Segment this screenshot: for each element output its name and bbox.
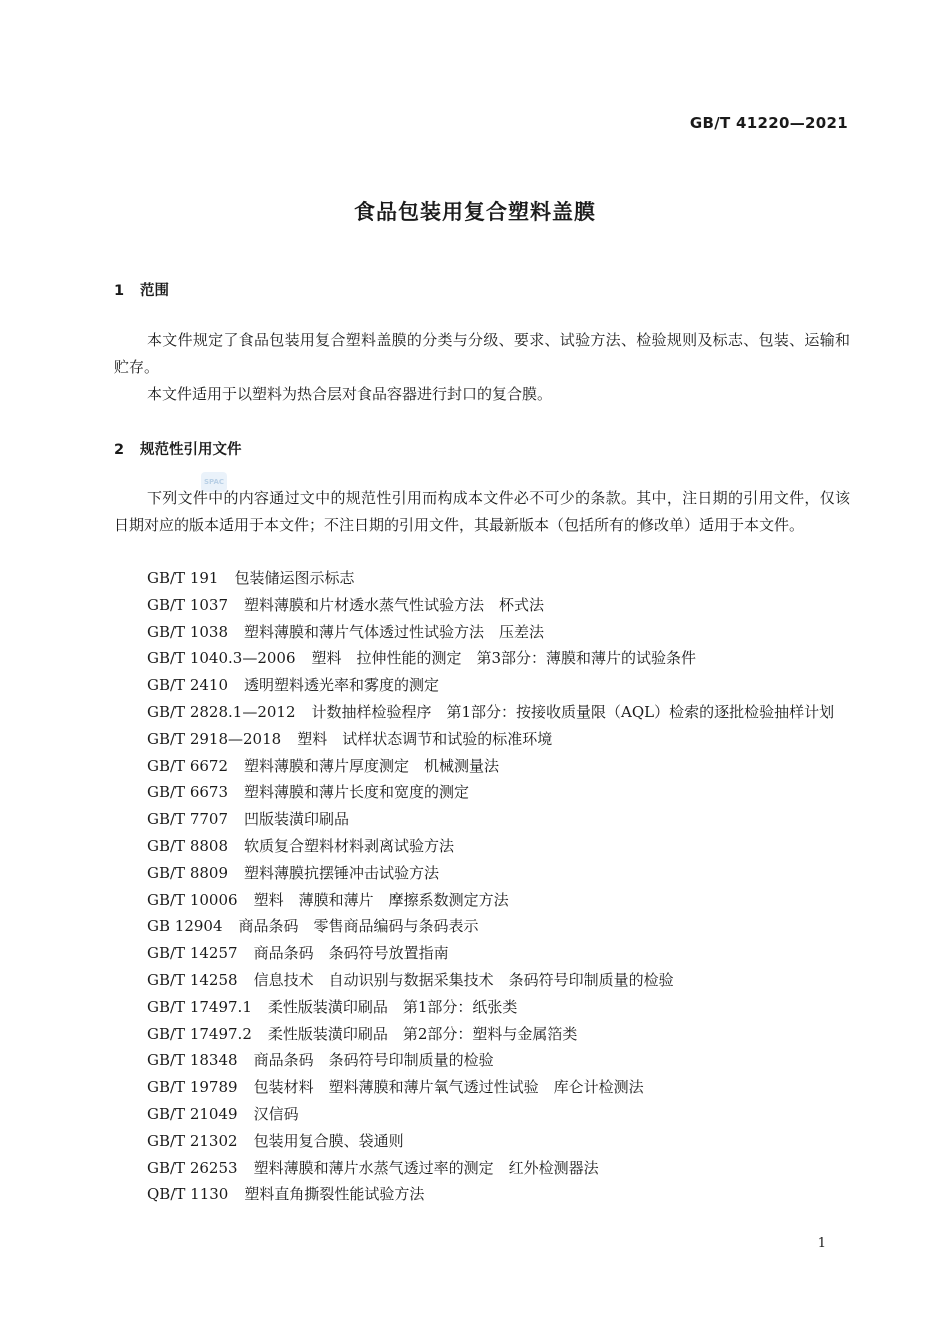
reference-code: GB/T 191: [147, 569, 219, 587]
watermark-logo: SPAC: [201, 472, 227, 492]
reference-item: [114, 940, 850, 967]
reference-title: 柔性版装潢印刷品 第2部分：塑料与金属箔类: [267, 1024, 578, 1043]
reference-code: GB/T 2918—2018: [147, 729, 282, 748]
reference-item: [114, 592, 850, 619]
reference-item: [114, 1181, 850, 1208]
reference-code: GB/T 7707: [147, 810, 229, 829]
reference-code: GB/T 14257: [147, 944, 238, 963]
section-heading-scope: [114, 279, 169, 300]
document-title: 食品包装用复合塑料盖膜: [354, 200, 596, 224]
reference-title: 包装材料 塑料薄膜和薄片氧气透过性试验 库仑计检测法: [253, 1078, 644, 1097]
reference-code: GB/T 21302: [147, 1131, 238, 1150]
reference-item: [114, 726, 850, 753]
reference-code: GB/T 10006: [147, 890, 238, 909]
reference-item: [114, 860, 850, 887]
standard-code: GB/T 41220—2021: [689, 114, 848, 132]
reference-item: [114, 619, 850, 646]
reference-item: [114, 967, 850, 994]
reference-title: 凹版装潢印刷品: [244, 810, 350, 829]
reference-code: QB/T 1130: [147, 1185, 229, 1204]
reference-code: GB/T 14258: [147, 970, 238, 989]
reference-title: 柔性版装潢印刷品 第1部分：纸张类: [267, 997, 518, 1016]
reference-title: 塑料薄膜和薄片长度和宽度的测定: [244, 783, 470, 802]
reference-code: GB/T 1040.3—2006: [147, 649, 296, 668]
reference-title: 塑料 拉伸性能的测定 第3部分：薄膜和薄片的试验条件: [311, 649, 697, 668]
reference-code: GB/T 21049: [147, 1104, 238, 1123]
reference-list: [114, 565, 850, 1208]
reference-item: [114, 779, 850, 806]
reference-code: GB/T 18348: [147, 1051, 238, 1070]
reference-item: [114, 672, 850, 699]
reference-code: GB/T 8809: [147, 863, 229, 882]
reference-code: GB/T 2828.1—2012: [147, 702, 296, 721]
reference-item: [114, 645, 850, 672]
reference-title: 塑料 试样状态调节和试验的标准环境: [297, 729, 553, 748]
reference-title: 塑料直角撕裂性能试验方法: [244, 1185, 425, 1204]
reference-item: [114, 1128, 850, 1155]
reference-title: 塑料薄膜和薄片水蒸气透过率的测定 红外检测器法: [253, 1158, 599, 1177]
reference-code: GB 12904: [147, 917, 223, 936]
reference-item: [114, 1155, 850, 1182]
reference-title: 塑料薄膜和薄片气体透过性试验方法 压差法: [244, 622, 545, 641]
reference-title: 塑料薄膜抗摆锤冲击试验方法: [244, 863, 440, 882]
scope-paragraph-1: 本文件规定了食品包装用复合塑料盖膜的分类与分级、要求、试验方法、检验规则及标志、包装、运输和贮存。: [114, 331, 850, 376]
reference-item: [114, 994, 850, 1021]
reference-code: GB/T 6672: [147, 756, 229, 775]
reference-title: 商品条码 条码符号放置指南: [253, 944, 449, 963]
reference-item: [114, 1047, 850, 1074]
reference-code: GB/T 26253: [147, 1158, 238, 1177]
reference-title: 计数抽样检验程序 第1部分：按接收质量限（AQL）检索的逐批检验抽样计划: [311, 702, 835, 721]
reference-code: GB/T 17497.1: [147, 997, 252, 1016]
reference-code: GB/T 6673: [147, 783, 229, 802]
reference-title: 透明塑料透光率和雾度的测定: [244, 676, 440, 695]
reference-code: GB/T 17497.2: [147, 1024, 252, 1043]
section-title: 范围: [140, 283, 169, 299]
reference-title: 包装用复合膜、袋通则: [253, 1131, 404, 1150]
reference-item: [114, 753, 850, 780]
reference-code: GB/T 1038: [147, 622, 229, 641]
section-title: 规范性引用文件: [140, 442, 242, 458]
reference-item: [114, 887, 850, 914]
page-number: 1: [817, 1236, 826, 1251]
reference-title: 商品条码 零售商品编码与条码表示: [238, 917, 479, 936]
section-heading-normative-references: [114, 438, 242, 459]
reference-title: 塑料 薄膜和薄片 摩擦系数测定方法: [253, 890, 509, 909]
reference-title: 包装储运图示标志: [234, 569, 355, 587]
reference-title: 软质复合塑料材料剥离试验方法: [244, 836, 455, 855]
references-intro-paragraph: 下列文件中的内容通过文中的规范性引用而构成本文件必不可少的条款。其中，注日期的引用文件，仅该日期对应的版本适用于本文件；不注日期的引用文件，其最新版本（包括所有的修改单）适用于本文件。: [114, 489, 850, 534]
reference-code: GB/T 8808: [147, 836, 229, 855]
reference-item: [114, 1021, 850, 1048]
section-number: 2: [114, 442, 125, 458]
reference-item: [114, 699, 850, 726]
reference-title: 塑料薄膜和片材透水蒸气性试验方法 杯式法: [244, 595, 545, 614]
reference-code: GB/T 19789: [147, 1078, 238, 1097]
reference-title: 汉信码: [253, 1104, 299, 1123]
reference-code: GB/T 2410: [147, 676, 229, 695]
reference-item: [114, 833, 850, 860]
reference-item: [114, 806, 850, 833]
scope-paragraph-2: 本文件适用于以塑料为热合层对食品容器进行封口的复合膜。: [147, 385, 553, 403]
section-number: 1: [114, 283, 125, 299]
reference-code: GB/T 1037: [147, 595, 229, 614]
reference-title: 塑料薄膜和薄片厚度测定 机械测量法: [244, 756, 500, 775]
reference-title: 商品条码 条码符号印制质量的检验: [253, 1051, 494, 1070]
reference-title: 信息技术 自动识别与数据采集技术 条码符号印制质量的检验: [253, 970, 674, 989]
reference-item: [114, 1101, 850, 1128]
reference-item: [114, 565, 850, 592]
reference-item: [114, 913, 850, 940]
reference-item: [114, 1074, 850, 1101]
